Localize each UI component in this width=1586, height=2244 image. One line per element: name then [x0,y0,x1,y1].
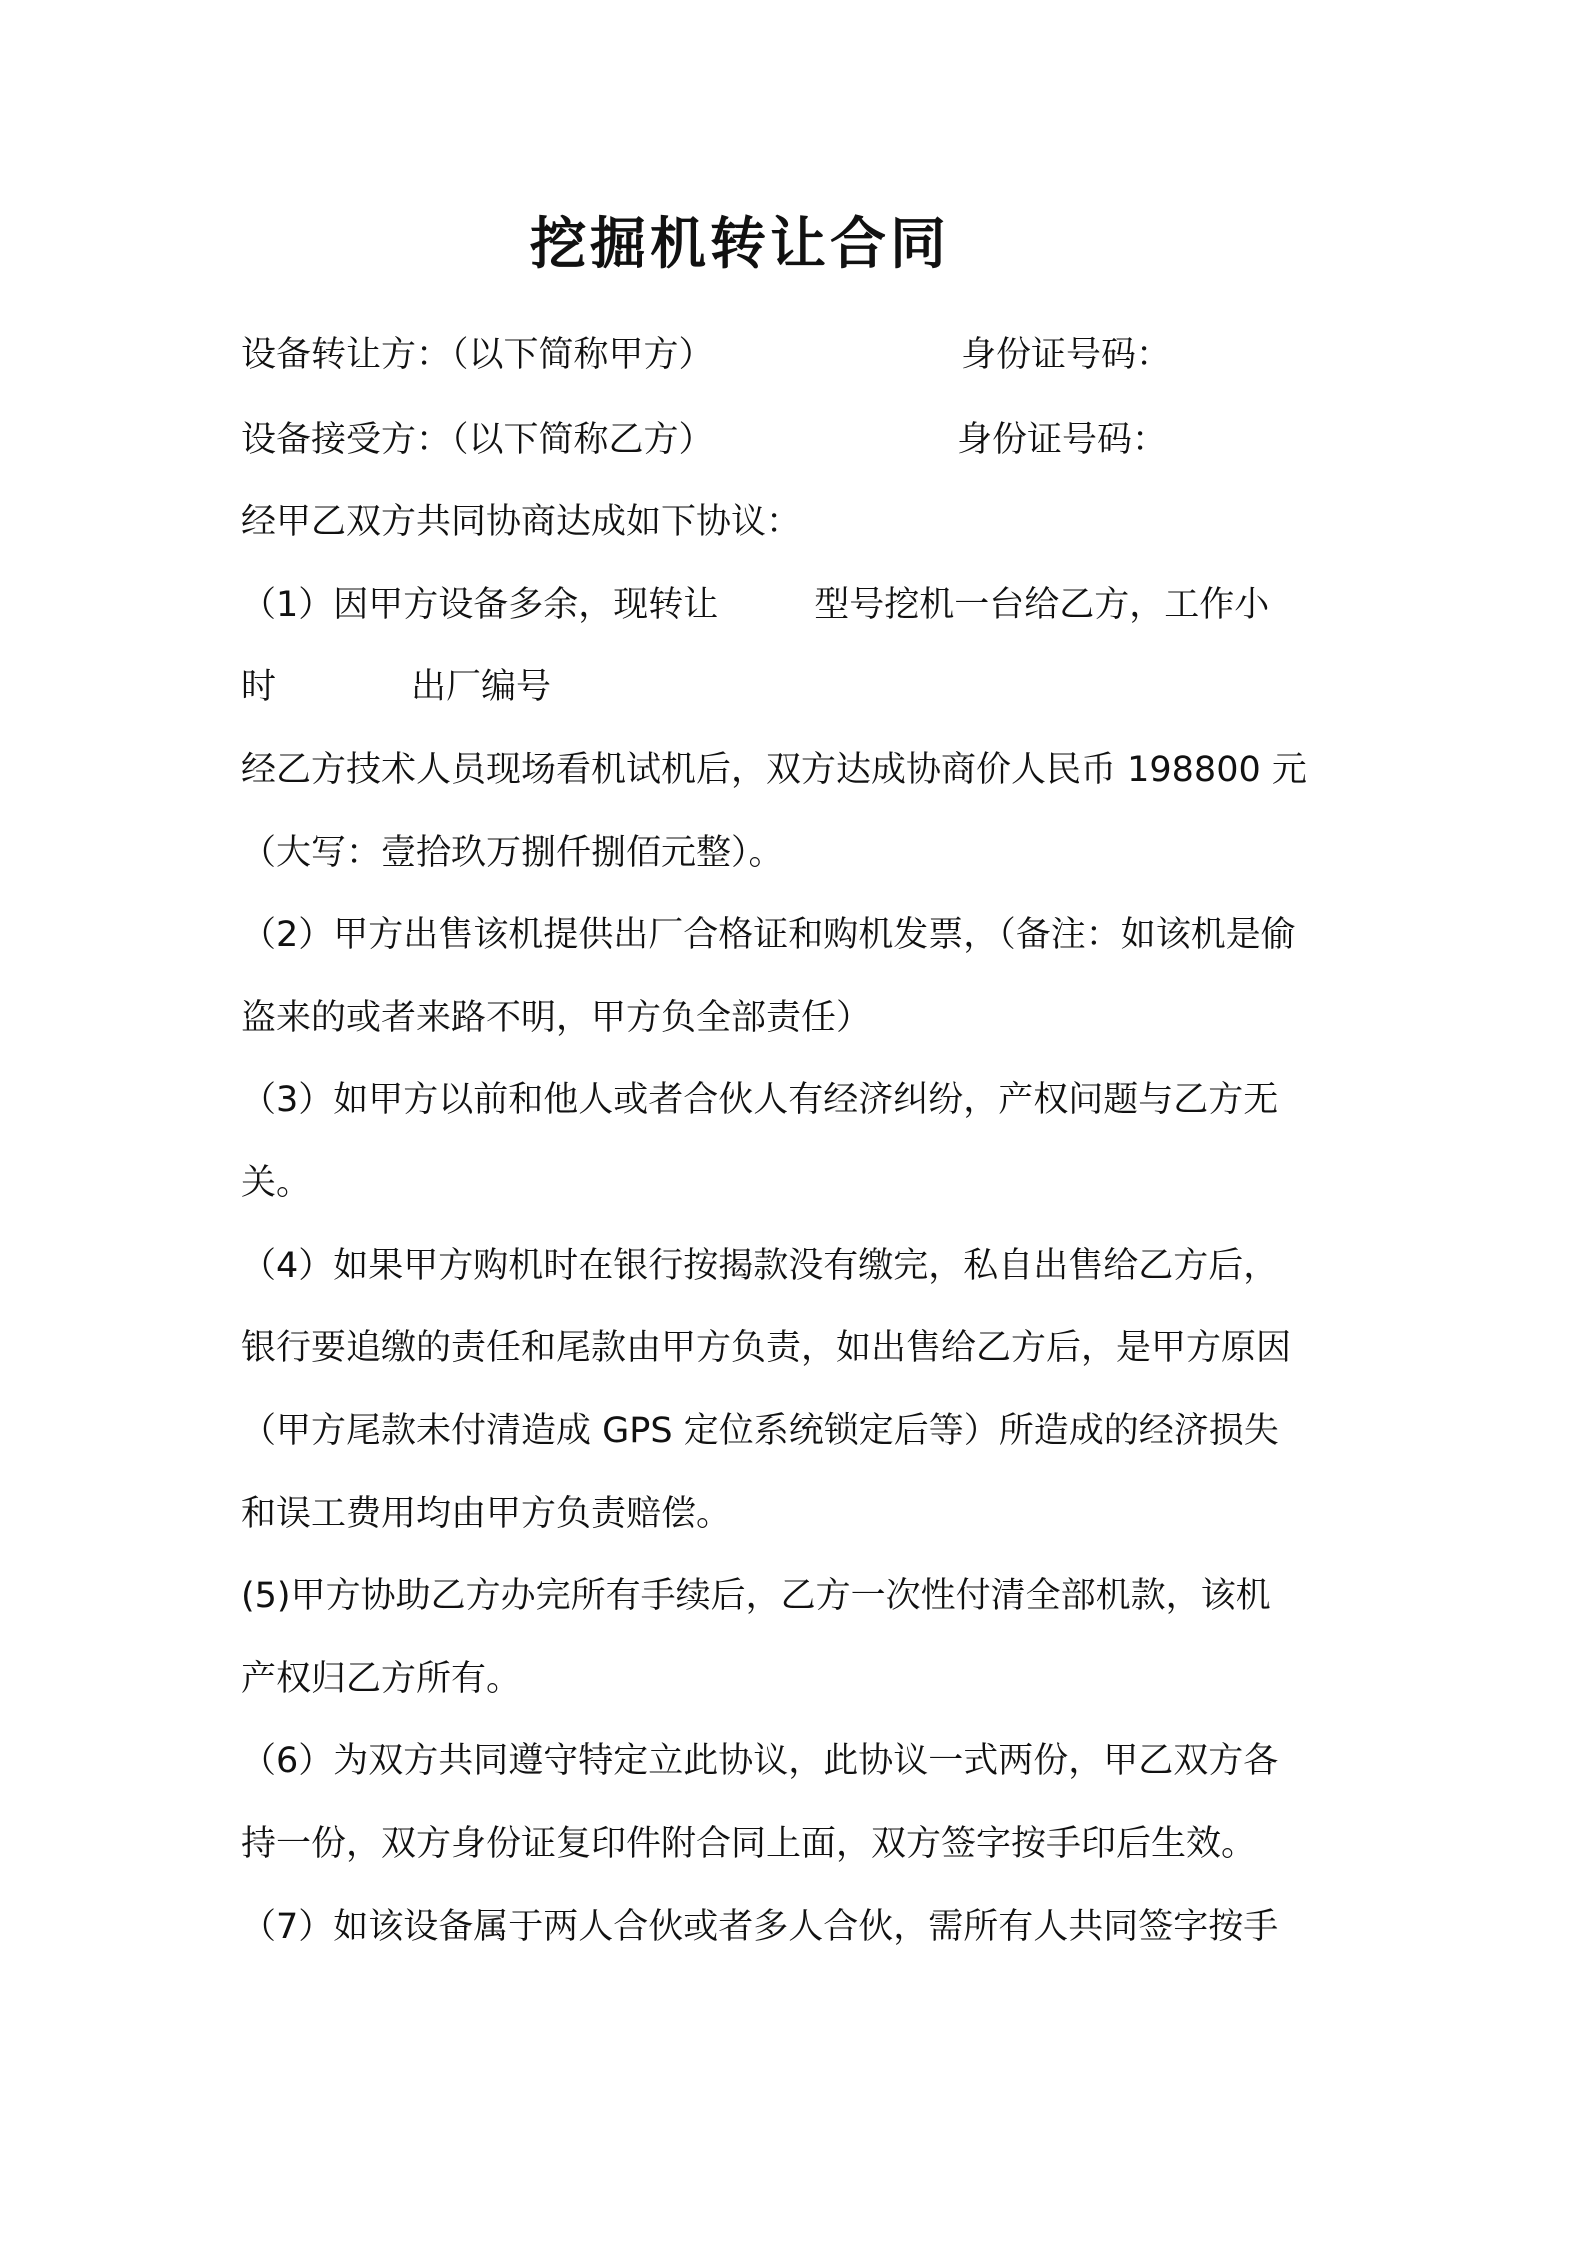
clause-6-line-1: （6）为双方共同遵守特定立此协议，此协议一式两份，甲乙双方各 [241,1741,1279,1781]
clause-7-line-1: （7）如该设备属于两人合伙或者多人合伙，需所有人共同签字按手 [241,1907,1279,1947]
clause-1-part-b: 型号挖机一台给乙方，工作小 [814,585,1270,625]
document-title: 挖掘机转让合同 [530,212,950,277]
clause-3-line-1: （3）如甲方以前和他人或者合伙人有经济纠纷，产权问题与乙方无 [241,1080,1279,1120]
clause-1-part-c: 时 [241,667,277,707]
clause-1-price-words: （大写：壹拾玖万捌仟捌佰元整）。 [241,833,784,873]
clause-2-line-1: （2）甲方出售该机提供出厂合格证和购机发票，（备注：如该机是偷 [241,915,1296,955]
transferee-id-label: 身份证号码： [957,420,1168,460]
clause-4-line-1: （4）如果甲方购机时在银行按揭款没有缴完，私自出售给乙方后， [241,1246,1279,1286]
clause-4-line-4: 和误工费用均由甲方负责赔偿。 [241,1494,732,1534]
transferor-id-label: 身份证号码： [961,335,1172,375]
clause-1-line-1 [241,577,1353,633]
transferee-label: 设备接受方：（以下简称乙方） [241,420,714,460]
intro-text: 经甲乙双方共同协商达成如下协议： [241,502,802,542]
clause-4-line-2: 银行要追缴的责任和尾款由甲方负责，如出售给乙方后，是甲方原因 [241,1328,1292,1368]
clause-1-part-d: 出厂编号 [411,667,552,707]
clause-1-line-2 [241,659,1353,715]
clause-6-line-2: 持一份，双方身份证复印件附合同上面，双方签字按手印后生效。 [241,1824,1257,1864]
clause-5-line-2: 产权归乙方所有。 [241,1659,522,1699]
transferor-label: 设备转让方：（以下简称甲方） [241,335,714,375]
clause-3-line-2: 关。 [241,1163,312,1203]
clause-5-line-1: (5)甲方协助乙方办完所有手续后，乙方一次性付清全部机款，该机 [241,1576,1271,1616]
clause-4-line-3: （甲方尾款未付清造成 GPS 定位系统锁定后等）所造成的经济损失 [241,1411,1279,1451]
clause-1-price-line: 经乙方技术人员现场看机试机后，双方达成协商价人民币 198800 元 [241,750,1307,790]
clause-2-line-2: 盗来的或者来路不明，甲方负全部责任） [241,998,872,1038]
clause-1-part-a: （1）因甲方设备多余，现转让 [241,585,719,625]
